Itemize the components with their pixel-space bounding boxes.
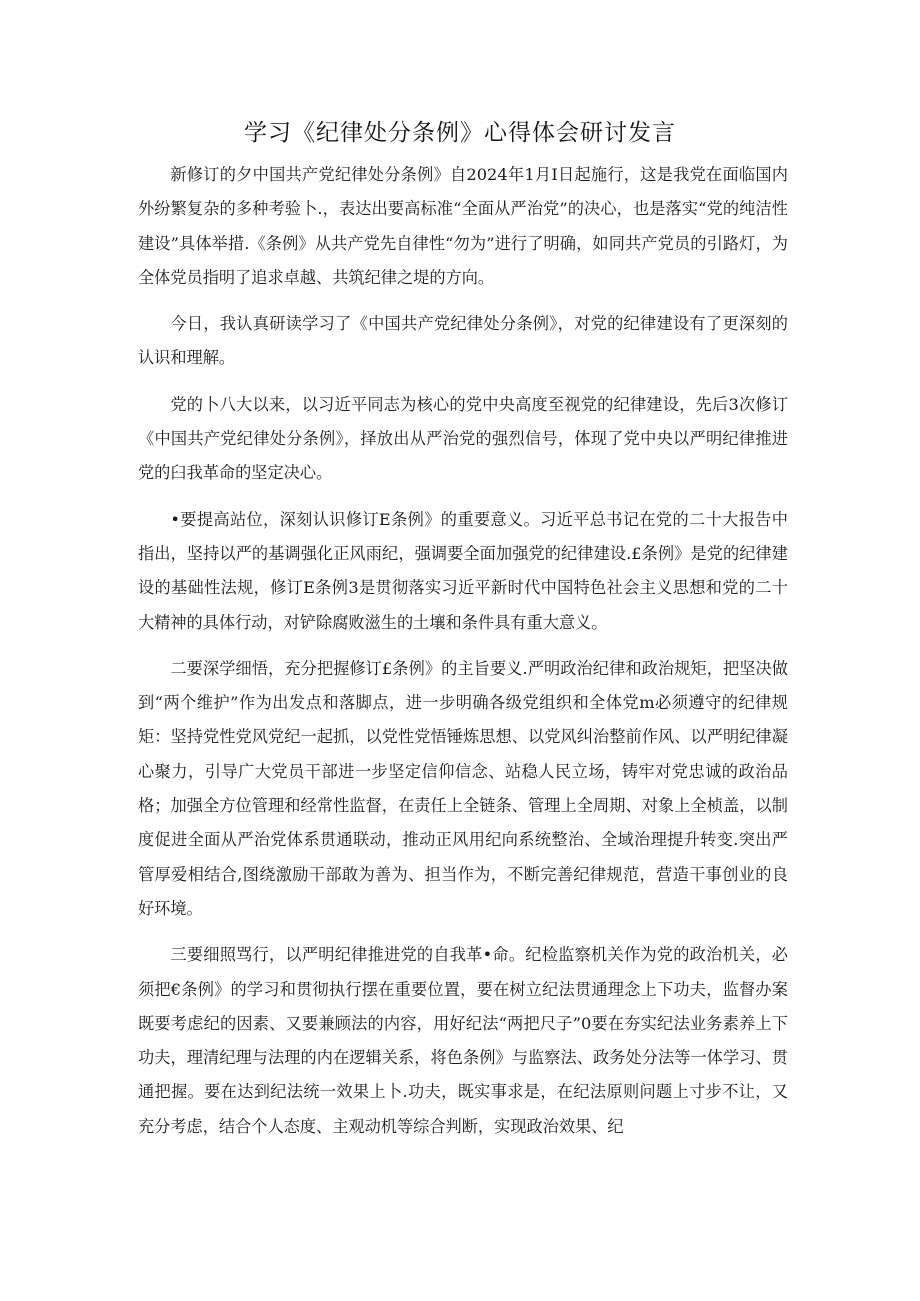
paragraph-6: 三要细照骂行，以严明纪律推进党的自我革•命。纪检监察机关作为党的政治机关，必须把€条例》的学习和贯彻执行摆在重要位置，要在树立纪法贯通理念上下功夫，监督办案既要考虑纪的因素、又要兼顾法的内容，用好纪法“两把尺子”0要在夯实纪法业务素养上下功夫，理清纪理与法理的内在逻辑关系，将色条例》与监察法、政务处分法等一体学习、贯通把握。要在达到纪法统一效果上卜.功夫，既实事求是，在纪法原则问题上寸步不让，又充分考虑，结合个人态度、主观动机等综合判断，实现政治效果、纪 [138,945,788,1136]
paragraph-5: 二要深学细悟，充分把握修订£条例》的主旨要义.严明政治纪律和政治规矩，把坚决做到“两个维护”作为出发点和落脚点，进一步明确各级党组织和全体党m必须遵守的纪律规矩：坚持党性党风党纪一起抓，以党性党悟锤炼思想、以党风纠治整前作风、以严明纪律凝心聚力，引导广大党员干部进一步坚定信仰信念、站稳人民立场，铸牢对党忠诚的政治品格；加强全方位管理和经常性监督，在责任上全链条、管理上全周期、对象上全桢盖，以制度促进全面从严治党体系贯通联动，推动正风用纪向系统整治、全域治理提升转变.突出严管厚爱相结合,图绕激励干部敢为善为、担当作为，不断完善纪律规范，营造干事创业的良好环境。 [138,658,788,918]
paragraph-3: 党的卜八大以来，以习近平同志为核心的党中央高度至视党的纪律建设，先后3次修订《中国共产党纪律处分条例》，择放出从严治党的强烈信号，体现了党中央以严明纪律推进党的臼我革命的坚定决心。 [138,394,788,483]
paragraph-2: 今日，我认真研读学习了《中国共产党纪律处分条例》，对党的纪律建设有了更深刻的认识和理解。 [138,314,788,368]
paragraph-4: •要提高站位，深刻认识修订E条例》的重要意义。习近平总书记在党的二十大报告中指出，坚持以严的基调强化正风雨纪，强调要全面加强党的纪律建设.£条例》是党的纪律建设的基础性法规，修订E条例3是贯彻落实习近平新时代中国特色社会主义思想和党的二十大精神的具体行动，对铲除腐败滋生的土壤和条件具有重大意义。 [138,509,788,632]
paragraph-1: 新修订的夕中国共产党纪律处分条例》自2024年1月I日起施行，这是我党在面临国内外纷繁复杂的多种考验卜.，表达出要高标准“全面从严治党”的决心，也是落实“党的纯洁性建设”具体举措.《条例》从共产党先自律性“勿为”进行了明确，如同共产党员的引路灯，为全体党员指明了追求卓越、共筑纪律之堤的方向。 [138,165,788,287]
document-title: 学习《纪律处分条例》心得体会研讨发言 [244,120,676,146]
document-body [138,158,788,1156]
